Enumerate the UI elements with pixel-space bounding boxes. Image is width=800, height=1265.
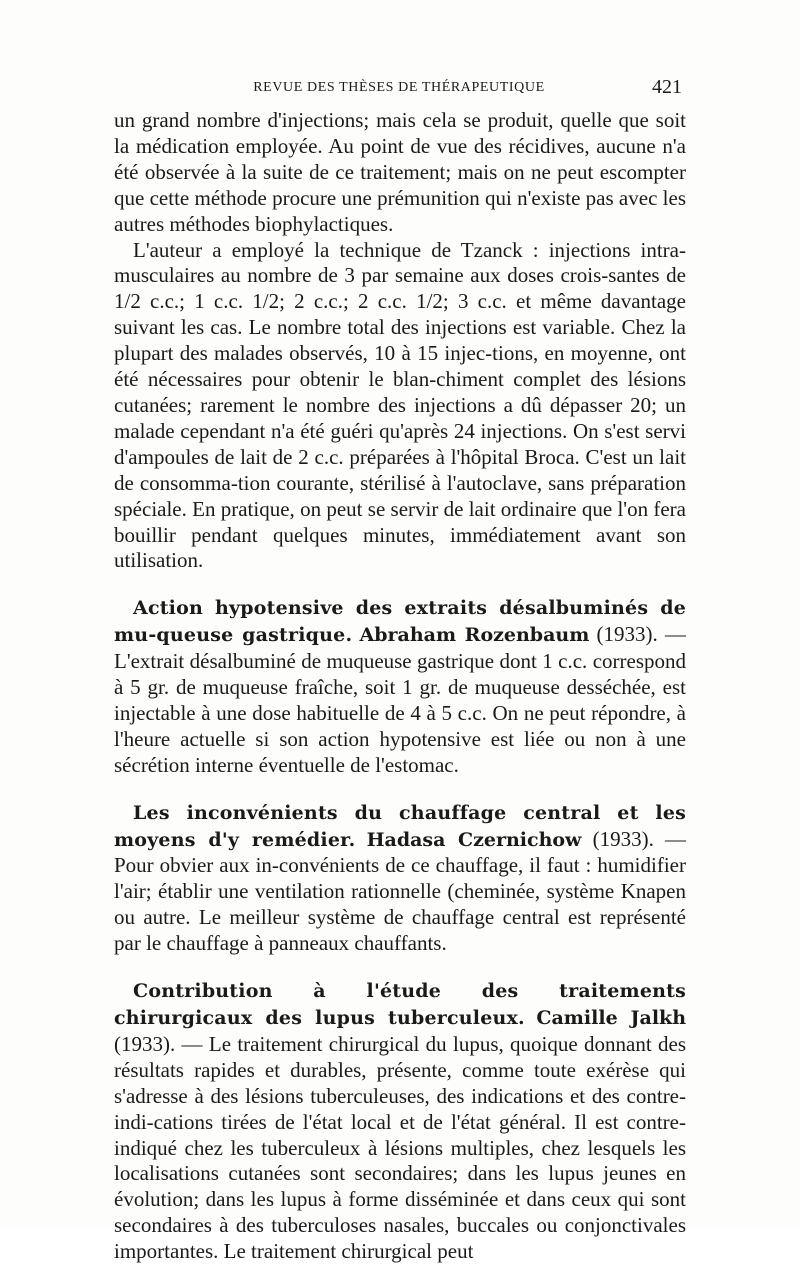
section-author: Camille Jalkh [536, 1007, 687, 1029]
section-text: (1933). — Le traitement chirurgical du lupus, quoique donnant des résultats rapides et durables, présente, comme toute exérèse qui s'adresse à des lésions tuberculeuses, des indications et des contre-indi-cations tirées de l'état local et de l'état général. Il est contre-indiqué chez les tuberculeux à lésions multiples, chez lesquels les localisations cutanées sont secondaires; dans les lupus jeunes en évolution; dans les lupus à forme disséminée et dans ceux qui sont secondaires à des tuberculoses nasales, buccales ou conjonctivales importantes. Le traitement chirurgical peut [114, 1031, 686, 1264]
section-title: Contribution à l'étude des traitements chirurgicaux des lupus tuberculeux. [114, 980, 686, 1029]
section-text: (1933). — L'extrait désalbuminé de muqueuse gastrique dont 1 c.c. correspond à 5 gr. de muqueuse fraîche, soit 1 gr. de muqueuse desséchée, est injectable à une dose habituelle de 4 à 5 c.c. On ne peut répondre, à l'heure actuelle si son action hypotensive est liée ou non à une sécrétion interne éventuelle de l'estomac. [114, 622, 686, 777]
section-action-hypotensive [114, 595, 686, 778]
section-author: Abraham Rozenbaum [359, 624, 590, 647]
article-body [114, 108, 686, 1265]
section-chauffage-central [114, 800, 686, 957]
section-title: Les inconvénients du chauffage central et les moyens d'y remédier. [114, 801, 686, 851]
running-head [116, 76, 682, 100]
section-text: (1933). — Pour obvier aux in-convénients de ce chauffage, il faut : humidifier l'air; établir une ventilation rationnelle (cheminée, système Knapen ou autre. Le meilleur système de chauffage central est représenté par le chauffage à panneaux chauffants. [114, 826, 686, 956]
paragraph-technique: L'auteur a employé la technique de Tzanck : injections intra-musculaires au nombre de 3 par semaine aux doses crois-santes de 1/2 c.c.; 1 c.c. 1/2; 2 c.c.; 2 c.c. 1/2; 3 c.c. et même davantage suivant les cas. Le nombre total des injections est variable. Chez la plupart des malades observés, 10 à 15 injec-tions, en moyenne, ont été nécessaires pour obtenir le blan-chiment complet des lésions cutanées; rarement le nombre des injections a dû dépasser 20; un malade cependant n'a été guéri qu'après 24 injections. On s'est servi d'ampoules de lait de 2 c.c. préparées à l'hôpital Broca. C'est un lait de consomma-tion courante, stérilisé à l'autoclave, sans préparation spéciale. En pratique, on peut se servir de lait ordinaire que l'on fera bouillir pendant quelques minutes, immédiatement avant son utilisation. [114, 237, 686, 573]
paragraph-continuation: un grand nombre d'injections; mais cela se produit, quelle que soit la médication employée. Au point de vue des récidives, aucune n'a été observée à la suite de ce traitement; mais on ne peut escompter que cette méthode procure une prémunition qui n'existe pas avec les autres méthodes biophylactiques. [114, 108, 686, 236]
page-number: 421 [652, 76, 682, 98]
section-author: Hadasa Czernichow [366, 828, 582, 851]
running-title: REVUE DES THÈSES DE THÉRAPEUTIQUE [253, 80, 545, 95]
section-title: Action hypotensive des extraits désalbuminés de mu-queuse gastrique. [114, 597, 686, 647]
section-lupus-tuberculeux [114, 978, 686, 1265]
